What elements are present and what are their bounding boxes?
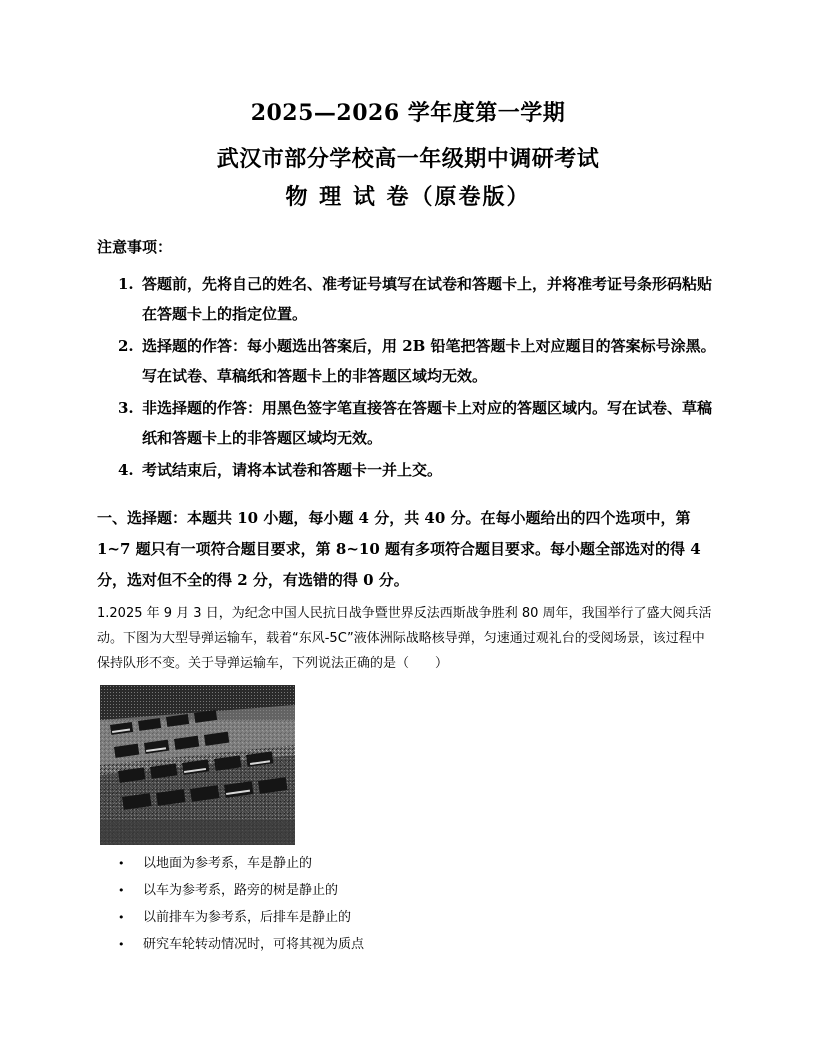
note-item bbox=[118, 455, 718, 485]
option-text: 以车为参考系，路旁的树是静止的 bbox=[143, 883, 339, 898]
note-text: 考试结束后，请将本试卷和答题卡一并上交。 bbox=[142, 461, 443, 479]
exam-school-title: 武汉市部分学校高一年级期中调研考试 bbox=[216, 146, 600, 172]
note-text: 选择题的作答：每小题选出答案后，用 2B 铅笔把答题卡上对应题目的答案标号涂黑。写在试卷、草稿纸和答题卡上的非答题区域均无效。 bbox=[142, 337, 716, 385]
note-text: 答题前，先将自己的姓名、准考证号填写在试卷和答题卡上，并将准考证号条形码粘贴在答题卡上的指定位置。 bbox=[142, 275, 713, 323]
note-number: 2. bbox=[118, 337, 134, 355]
question-stem: 1.2025 年 9 月 3 日，为纪念中国人民抗日战争暨世界反法西斯战争胜利 80 周年，我国举行了盛大阅兵活动。下图为大型导弹运输车，载着“东风-5C”液体洲际战略核导弹，匀速通过观礼台的受阅场景，该过程中保持队形不变。关于导弹运输车，下列说法正确的是（ ） bbox=[97, 606, 712, 671]
missile-carrier-photo bbox=[100, 685, 295, 845]
option-item[interactable] bbox=[118, 904, 678, 931]
option-text: 以地面为参考系，车是静止的 bbox=[143, 856, 313, 871]
option-text: 研究车轮转动情况时，可将其视为质点 bbox=[143, 937, 365, 952]
note-text: 非选择题的作答：用黑色签字笔直接答在答题卡上对应的答题区域内。写在试卷、草稿纸和答题卡上的非答题区域均无效。 bbox=[142, 399, 713, 447]
note-number: 3. bbox=[118, 399, 134, 417]
exam-term-title: 2025—2026 学年度第一学期 bbox=[250, 100, 566, 126]
note-item bbox=[118, 269, 718, 329]
bullet-icon: • bbox=[118, 911, 125, 924]
option-item[interactable] bbox=[118, 850, 678, 877]
option-item[interactable] bbox=[118, 931, 678, 958]
answer-options bbox=[118, 850, 678, 958]
note-item bbox=[118, 393, 718, 453]
bullet-icon: • bbox=[118, 857, 125, 870]
section-instructions: 一、选择题：本题共 10 小题，每小题 4 分，共 40 分。在每小题给出的四个选项中，第 1~7 题只有一项符合题目要求，第 8~10 题有多项符合题目要求。每小题全部选对的得 4 分，选对但不全的得 2 分，有选错的得 0 分。 bbox=[97, 509, 701, 589]
bullet-icon: • bbox=[118, 884, 125, 897]
option-text: 以前排车为参考系，后排车是静止的 bbox=[143, 910, 352, 925]
note-number: 1. bbox=[118, 275, 134, 293]
exam-subject-title: 物 理 试 卷（原卷版） bbox=[285, 184, 531, 210]
bullet-icon: • bbox=[118, 938, 125, 951]
option-item[interactable] bbox=[118, 877, 678, 904]
note-number: 4. bbox=[118, 461, 134, 479]
notes-heading: 注意事项： bbox=[97, 238, 173, 256]
note-item bbox=[118, 331, 718, 391]
